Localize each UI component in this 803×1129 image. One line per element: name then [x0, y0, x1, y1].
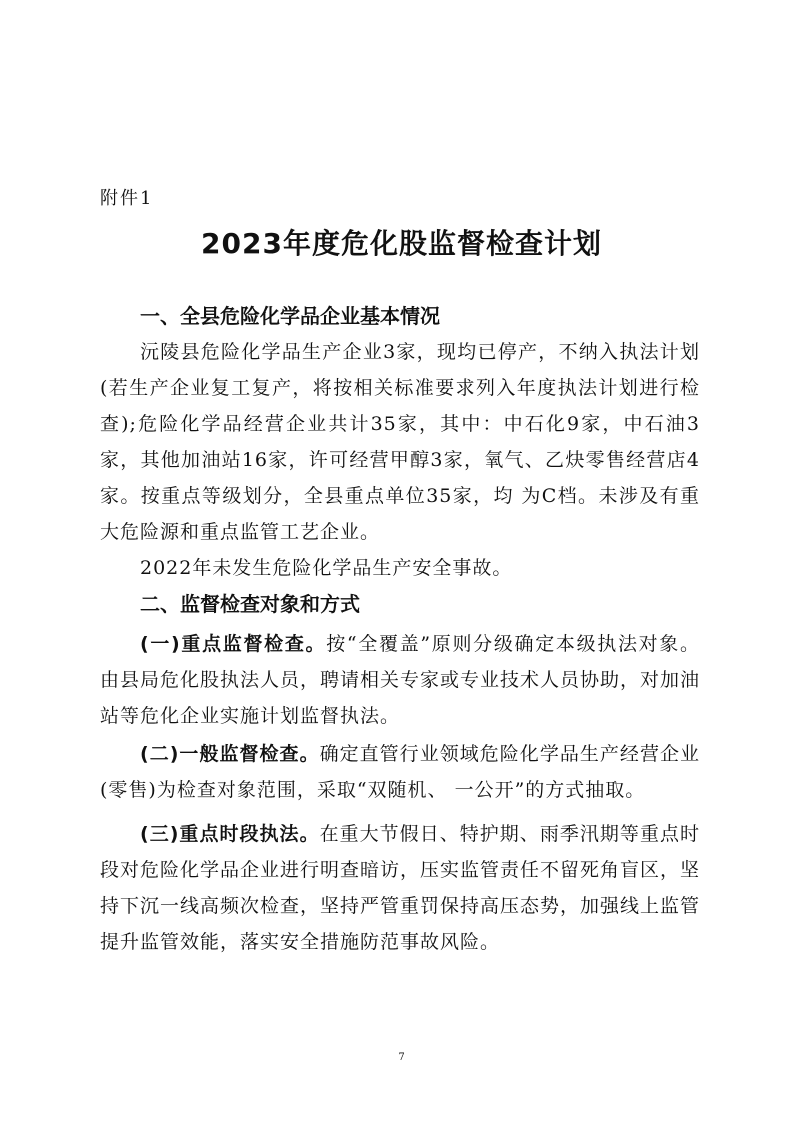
page-number: 7	[398, 1052, 405, 1063]
document-body	[100, 298, 700, 960]
item-label: (三)重点时段执法。	[140, 823, 320, 845]
section2-item-2	[100, 736, 700, 808]
section-heading-2: 二、监督检查对象和方式	[140, 592, 360, 616]
attachment-label: 附件1	[100, 188, 154, 209]
section2-item-1	[100, 626, 700, 734]
page-title: 2023年度危化股监督检查计划	[201, 227, 602, 260]
section1-paragraph-1: 沅陵县危险化学品生产企业3家，现均已停产，不纳入执法计划(若生产企业复工复产，将按相关标准要求列入年度执法计划进行检查);危险化学品经营企业共计35家，其中：中石化9家，中石油3家，其他加油站16家，许可经营甲醇3家，氧气、乙炔零售经营店4家。按重点等级划分，全县重点单位35家，均 为C档。未涉及有重大危险源和重点监管工艺企业。	[100, 341, 700, 543]
section1-paragraph-2: 2022年未发生危险化学品生产安全事故。	[140, 557, 513, 579]
item-text: 按“全覆盖”原则分级确定本级执法对象。由县局危化股执法人员，聘请相关专家或专业技术人员协助，对加油站等危化企业实施计划监督执法。	[100, 633, 701, 727]
item-label: (一)重点监督检查。	[140, 633, 327, 655]
section-heading-1: 一、全县危险化学品企业基本情况	[140, 304, 440, 328]
item-text: 确定直管行业领域危险化学品生产经营企业(零售)为检查对象范围，采取“双随机、 一公开”的方式抽取。	[100, 743, 700, 801]
item-text: 在重大节假日、特护期、雨季汛期等重点时段对危险化学品企业进行明查暗访，压实监管责任不留死角盲区，坚持下沉一线高频次检查，坚持严管重罚保持高压态势，加强线上监管提升监管效能，落实安全措施防范事故风险。	[100, 823, 701, 953]
section2-item-3	[100, 816, 700, 960]
item-label: (二)一般监督检查。	[140, 743, 320, 765]
